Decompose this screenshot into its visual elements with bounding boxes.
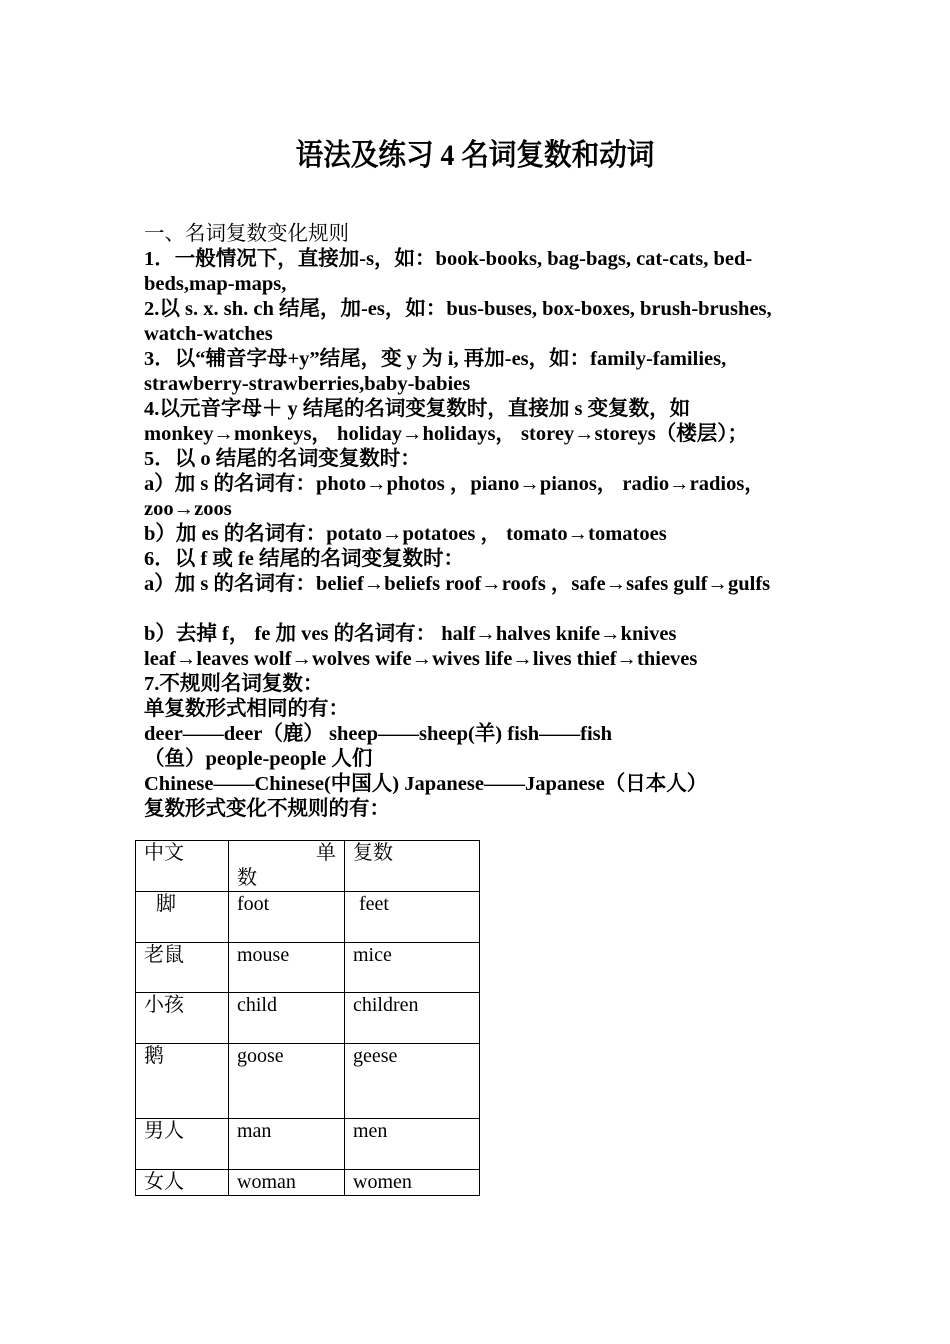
cell-plural: men: [345, 1119, 480, 1170]
cell-plural: mice: [345, 943, 480, 993]
rule-line: 单复数形式相同的有：: [144, 698, 349, 720]
header-singular: [229, 841, 345, 892]
rule-line: b）去掉 f， fe 加 ves 的名词有： half→halves knife→knives: [144, 623, 677, 645]
rule-line: zoo→zoos: [144, 498, 232, 520]
cell-singular: woman: [229, 1170, 345, 1196]
header-chinese: 中文: [136, 841, 229, 892]
table-row: [136, 943, 480, 993]
table-row: [136, 1170, 480, 1196]
header-plural: 复数: [345, 841, 480, 892]
cell-singular: goose: [229, 1044, 345, 1119]
rule-line: Chinese——Chinese(中国人) Japanese——Japanese（日本人）: [144, 773, 708, 795]
cell-singular: foot: [229, 892, 345, 943]
rule-line: 5．以 o 结尾的名词变复数时：: [144, 448, 421, 470]
rule-line: 3．以“辅音字母+y”结尾，变 y 为 i, 再加-es，如：family-families,: [144, 348, 727, 370]
irregular-plural-table: [135, 840, 480, 1196]
cell-plural: women: [345, 1170, 480, 1196]
rule-line: b）加 es 的名词有：potato→potatoes ， tomato→tomatoes: [144, 523, 667, 545]
cell-chinese: 老鼠: [136, 943, 229, 993]
table-row: [136, 892, 480, 943]
rule-line: strawberry-strawberries,baby-babies: [144, 373, 471, 395]
cell-chinese: 脚: [136, 892, 229, 943]
rules-body: [144, 222, 824, 822]
rule-line: a）加 s 的名词有：belief→beliefs roof→roofs ，safe→safes gulf→gulfs: [144, 573, 771, 595]
cell-singular: man: [229, 1119, 345, 1170]
table-row: [136, 1119, 480, 1170]
rule-line: a）加 s 的名词有：photo→photos ，piano→pianos， radio→radios，: [144, 473, 765, 495]
cell-plural: children: [345, 993, 480, 1044]
cell-plural: feet: [345, 892, 480, 943]
rule-line: 4.以元音字母＋ y 结尾的名词变复数时，直接加 s 变复数，如: [144, 398, 691, 420]
rule-line: 1．一般情况下，直接加-s，如：book-books, bag-bags, cat-cats, bed-: [144, 248, 753, 270]
cell-chinese: 男人: [136, 1119, 229, 1170]
cell-chinese: 鹅: [136, 1044, 229, 1119]
table-row: [136, 1044, 480, 1119]
section-heading: 一、名词复数变化规则: [144, 223, 349, 245]
header-singular-part2: 数: [237, 867, 257, 889]
cell-singular: child: [229, 993, 345, 1044]
blank-line: [144, 597, 824, 622]
rule-line: 复数形式变化不规则的有：: [144, 798, 390, 820]
cell-plural: geese: [345, 1044, 480, 1119]
rule-line: deer——deer（鹿） sheep——sheep(羊) fish——fish: [144, 723, 613, 745]
table-row: [136, 993, 480, 1044]
cell-chinese: 女人: [136, 1170, 229, 1196]
rule-line: watch-watches: [144, 323, 273, 345]
table-header-row: [136, 841, 480, 892]
rule-line: （鱼）people-people 人们: [144, 748, 373, 770]
rule-line: leaf→leaves wolf→wolves wife→wives life→lives thief→thieves: [144, 648, 698, 670]
rule-line: beds,map-maps,: [144, 273, 287, 295]
cell-chinese: 小孩: [136, 993, 229, 1044]
cell-singular: mouse: [229, 943, 345, 993]
header-singular-part1: 单: [316, 842, 336, 864]
rule-line: 7.不规则名词复数：: [144, 673, 324, 695]
rule-line: 2.以 s. x. sh. ch 结尾，加-es，如：bus-buses, box-boxes, brush-brushes,: [144, 298, 772, 320]
rule-line: 6．以 f 或 fe 结尾的名词变复数时：: [144, 548, 465, 570]
document-title: 语法及练习 4 名词复数和动词: [295, 139, 655, 172]
rule-line: monkey→monkeys， holiday→holidays， storey→storeys（楼层）；: [144, 423, 749, 445]
